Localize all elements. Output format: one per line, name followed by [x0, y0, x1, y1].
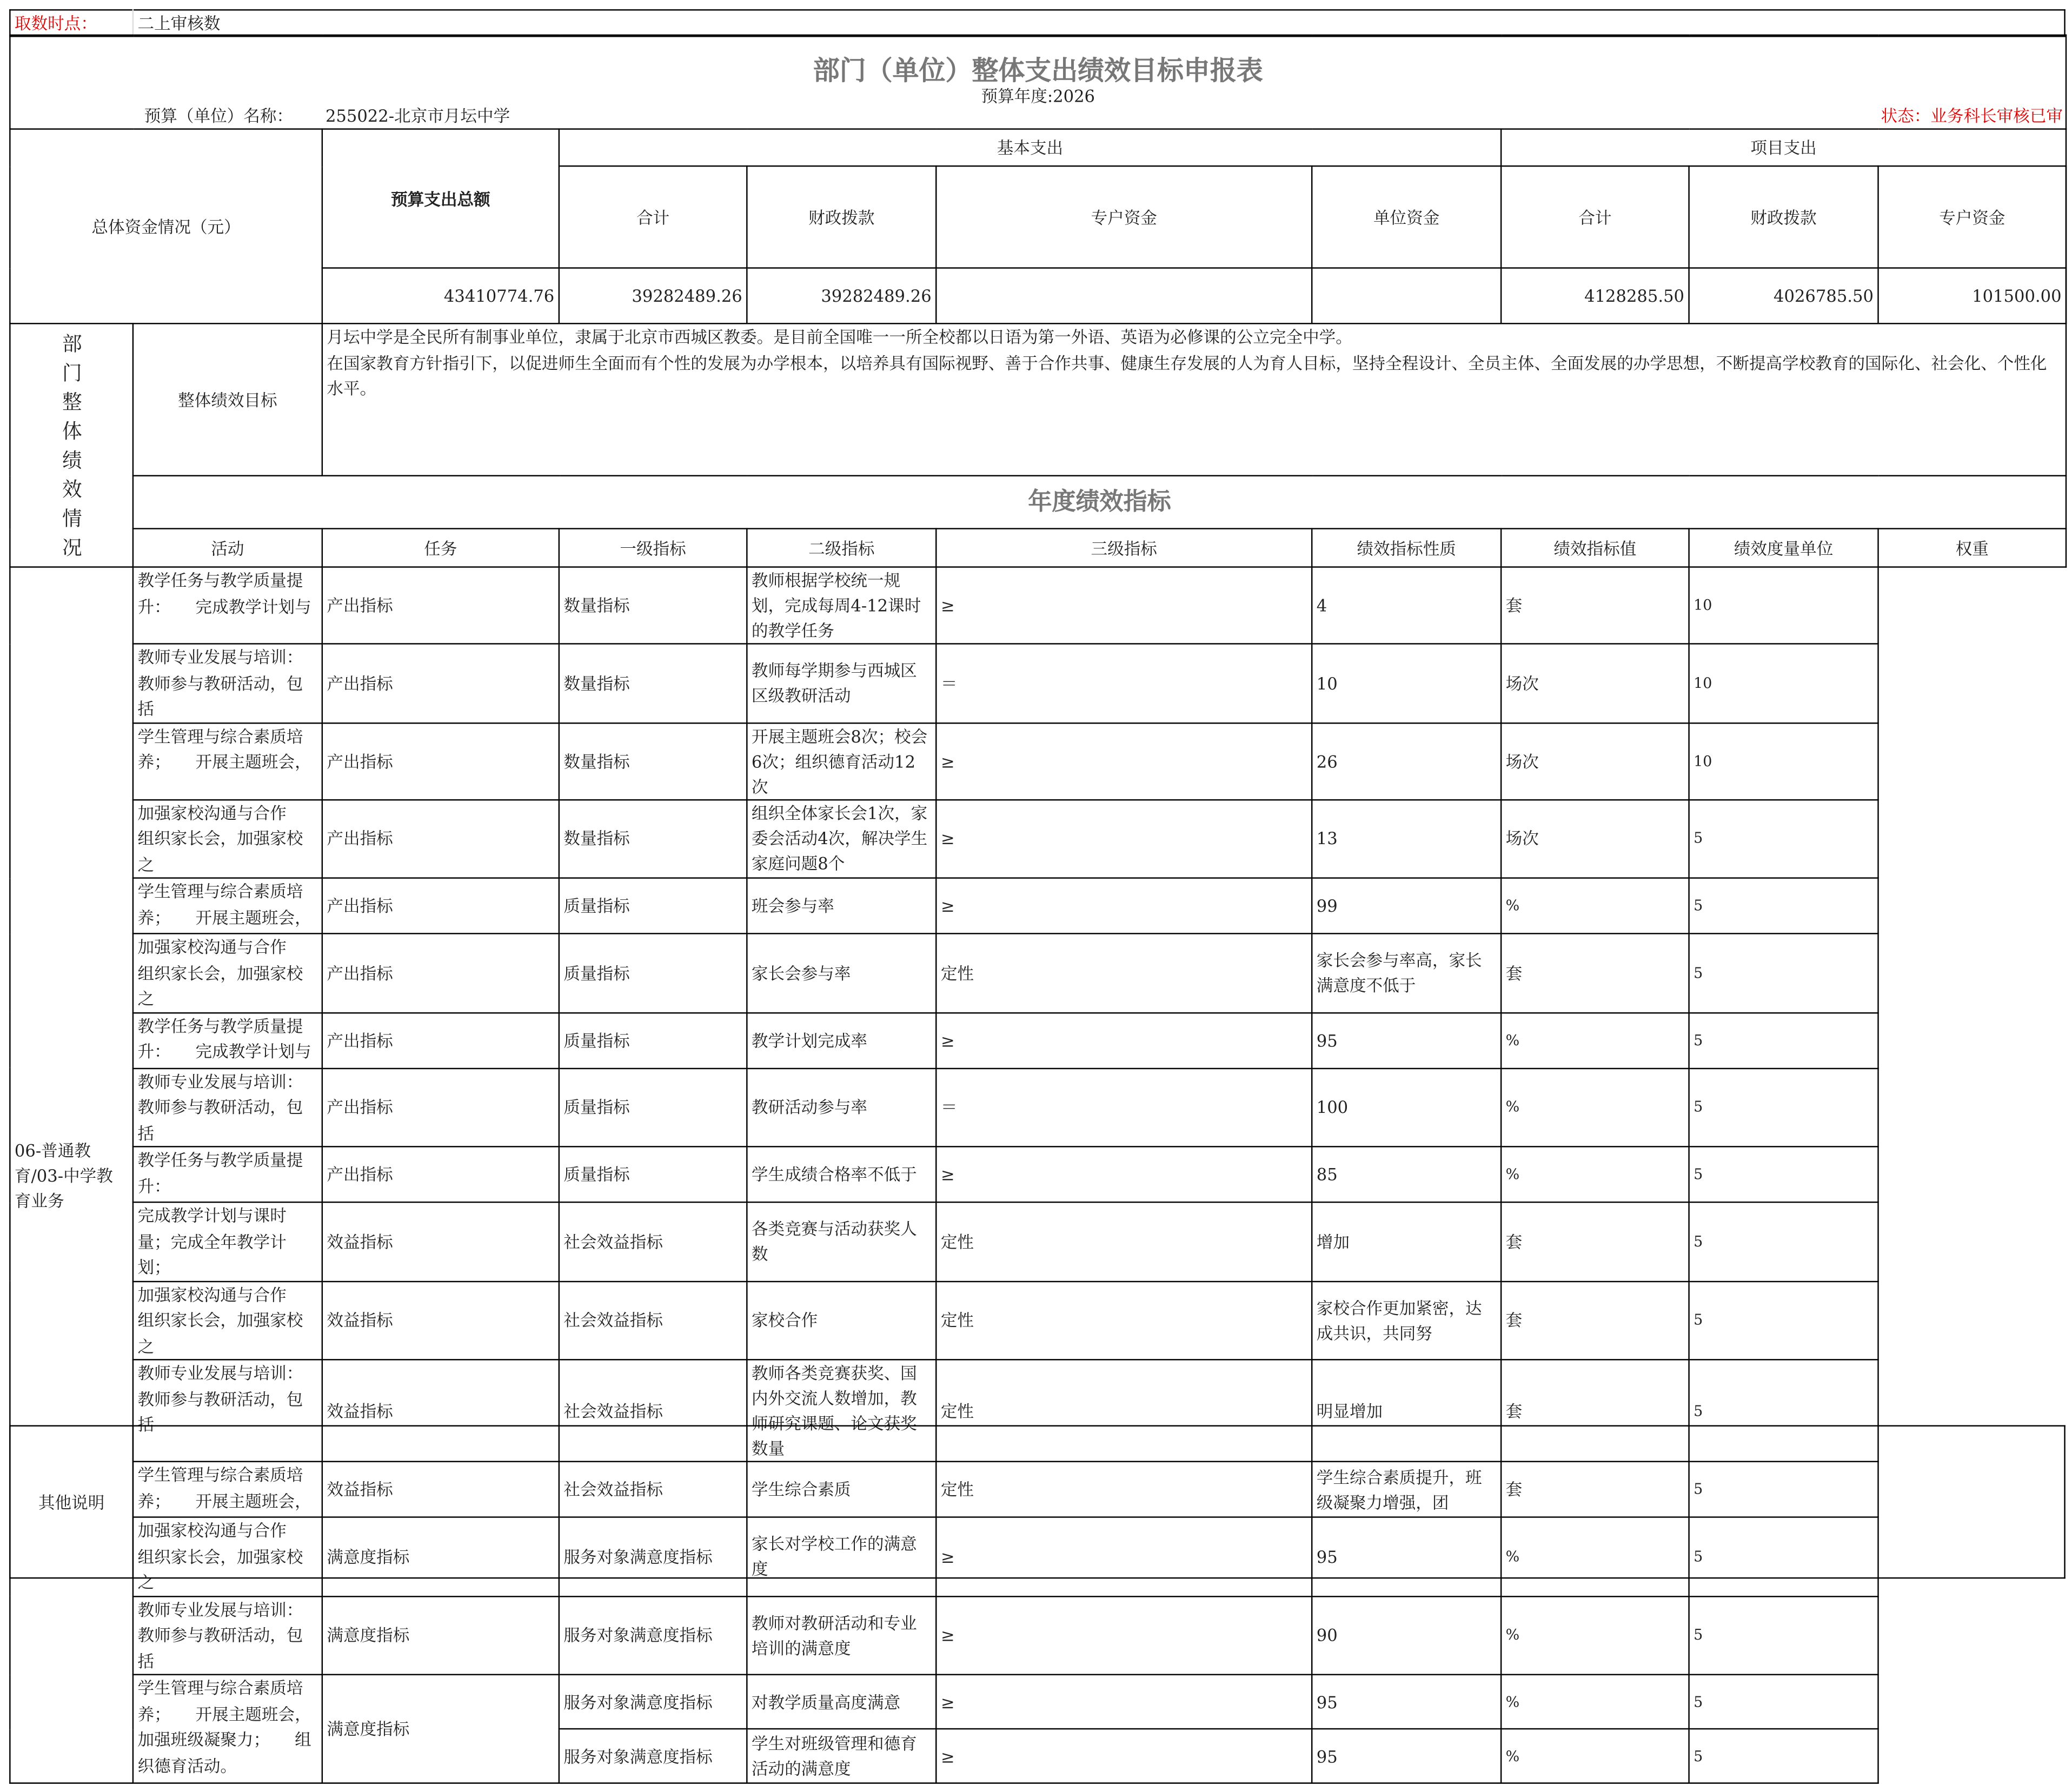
indicator-value: 99	[1312, 878, 1501, 934]
level1-indicator: 产出指标	[322, 799, 559, 878]
unit-name-value: 255022-北京市月坛中学	[325, 105, 510, 126]
task-cell: 教师专业发展与培训：教师参与教研活动，包括	[133, 1359, 322, 1461]
level2-indicator: 质量指标	[559, 878, 747, 934]
total-amount: 43410774.76	[322, 268, 559, 324]
level3-indicator: 家长对学校工作的满意度	[747, 1517, 936, 1596]
fund-value: 39282489.26	[559, 268, 747, 324]
level3-indicator: 各类竞赛与活动获奖人数	[747, 1202, 936, 1281]
level2-indicator: 服务对象满意度指标	[559, 1596, 747, 1675]
fund-value: 4128285.50	[1501, 268, 1689, 324]
level1-indicator: 产出指标	[322, 567, 559, 644]
data-time-value: 二上审核数	[133, 10, 2065, 36]
indicator-weight: 5	[1689, 1462, 1878, 1517]
column-header: 一级指标	[559, 529, 747, 567]
fund-subheader: 财政拨款	[1689, 166, 1878, 268]
level1-indicator: 效益指标	[322, 1202, 559, 1281]
level3-indicator: 对教学质量高度满意	[747, 1675, 936, 1729]
table-row	[10, 1068, 2066, 1147]
indicator-nature: ≥	[936, 1146, 1312, 1202]
table-row	[10, 799, 2066, 878]
level2-indicator: 社会效益指标	[559, 1281, 747, 1360]
table-row	[10, 722, 2066, 799]
annual-indicators-title: 年度绩效指标	[133, 476, 2066, 529]
task-cell: 教学任务与教学质量提升： 完成教学计划与	[133, 567, 322, 644]
indicator-weight: 5	[1689, 799, 1878, 878]
indicator-nature: ≥	[936, 1729, 1312, 1783]
level3-indicator: 家校合作	[747, 1281, 936, 1360]
indicator-weight: 10	[1689, 567, 1878, 644]
level2-indicator: 社会效益指标	[559, 1359, 747, 1461]
funds-label: 总体资金情况（元）	[10, 129, 322, 324]
level2-indicator: 数量指标	[559, 722, 747, 799]
task-cell: 学生管理与综合素质培养； 开展主题班会，	[133, 1462, 322, 1517]
fund-subheader: 专户资金	[1878, 166, 2067, 268]
level1-indicator: 产出指标	[322, 1068, 559, 1147]
other-notes-label: 其他说明	[10, 1426, 133, 1578]
indicator-weight: 10	[1689, 722, 1878, 799]
indicator-unit: 套	[1501, 567, 1689, 644]
indicator-unit: 场次	[1501, 722, 1689, 799]
level2-indicator: 服务对象满意度指标	[559, 1517, 747, 1596]
table-row	[10, 1012, 2066, 1068]
level3-indicator: 教师对教研活动和专业培训的满意度	[747, 1596, 936, 1675]
level2-indicator: 质量指标	[559, 933, 747, 1012]
other-notes	[9, 1425, 2066, 1579]
indicator-nature: 定性	[936, 1359, 1312, 1461]
indicator-weight: 5	[1689, 1675, 1878, 1729]
level2-indicator: 质量指标	[559, 1146, 747, 1202]
column-header: 二级指标	[747, 529, 936, 567]
indicator-nature: ≥	[936, 799, 1312, 878]
column-header: 任务	[322, 529, 559, 567]
page-title: 部门（单位）整体支出绩效目标申报表	[813, 54, 1263, 87]
indicator-unit: %	[1501, 878, 1689, 934]
table-row	[10, 1202, 2066, 1281]
fund-value: 39282489.26	[747, 268, 936, 324]
task-cell: 学生管理与综合素质培养； 开展主题班会，加强班级凝聚力； 组织德育活动。	[133, 1675, 322, 1783]
level3-indicator: 开展主题班会8次；校会6次；组织德育活动12次	[747, 722, 936, 799]
level1-indicator: 产出指标	[322, 1146, 559, 1202]
indicator-weight: 5	[1689, 1202, 1878, 1281]
goal-text: 月坛中学是全民所有制事业单位，隶属于北京市西城区教委。是目前全国唯一一所全校都以日语为第一外语、英语为必修课的公立完全中学。 在国家教育方针指引下，以促进师生全面而有个性的发展为办学根本，以培养具有国际视野、善于合作共事、健康生存发展的人为育人目标，坚持全程设计、全员主体、全面发展的办学思想，不断提高学校教育的国际化、社会化、个性化水平。	[322, 323, 2066, 475]
indicator-value: 90	[1312, 1596, 1501, 1675]
report-header	[10, 35, 2066, 129]
indicator-value: 明显增加	[1312, 1359, 1501, 1461]
indicator-nature: ≥	[936, 1596, 1312, 1675]
task-cell: 学生管理与综合素质培养； 开展主题班会，	[133, 878, 322, 934]
basic-expense-header: 基本支出	[559, 129, 1501, 167]
task-cell: 加强家校沟通与合作 组织家长会，加强家校之	[133, 933, 322, 1012]
indicator-weight: 5	[1689, 1359, 1878, 1461]
indicator-value: 家校合作更加紧密，达成共识，共同努	[1312, 1281, 1501, 1360]
level1-indicator: 产出指标	[322, 878, 559, 934]
table-row	[10, 1596, 2066, 1675]
column-header: 绩效度量单位	[1689, 529, 1878, 567]
level2-indicator: 社会效益指标	[559, 1462, 747, 1517]
indicator-value: 95	[1312, 1675, 1501, 1729]
indicator-value: 85	[1312, 1146, 1501, 1202]
indicator-weight: 5	[1689, 1596, 1878, 1675]
indicator-unit: 场次	[1501, 644, 1689, 722]
indicator-nature: ≥	[936, 567, 1312, 644]
project-expense-header: 项目支出	[1501, 129, 2066, 167]
status-badge: 状态：业务科长审核已审	[1881, 105, 2063, 126]
table-row	[10, 567, 2066, 644]
column-header: 绩效指标值	[1501, 529, 1689, 567]
indicator-value: 26	[1312, 722, 1501, 799]
indicator-value: 4	[1312, 567, 1501, 644]
indicator-value: 100	[1312, 1068, 1501, 1147]
task-cell: 加强家校沟通与合作 组织家长会，加强家校之	[133, 1281, 322, 1360]
indicator-weight: 5	[1689, 1517, 1878, 1596]
level2-indicator: 质量指标	[559, 1068, 747, 1147]
indicator-unit: %	[1501, 1675, 1689, 1729]
level3-indicator: 学生成绩合格率不低于	[747, 1146, 936, 1202]
indicator-unit: 套	[1501, 1359, 1689, 1461]
level1-indicator: 产出指标	[322, 1012, 559, 1068]
indicator-unit: %	[1501, 1517, 1689, 1596]
indicator-nature: 定性	[936, 1462, 1312, 1517]
indicator-nature: 定性	[936, 1281, 1312, 1360]
fund-subheader: 专户资金	[936, 166, 1312, 268]
indicator-value: 增加	[1312, 1202, 1501, 1281]
level2-indicator: 社会效益指标	[559, 1202, 747, 1281]
fund-value	[1312, 268, 1501, 324]
column-header: 绩效指标性质	[1312, 529, 1501, 567]
table-row	[10, 1675, 2066, 1729]
indicator-unit: 套	[1501, 1462, 1689, 1517]
task-cell: 教师专业发展与培训：教师参与教研活动，包括	[133, 1068, 322, 1147]
level2-indicator: 数量指标	[559, 567, 747, 644]
level3-indicator: 教学计划完成率	[747, 1012, 936, 1068]
task-cell: 教师专业发展与培训：教师参与教研活动，包括	[133, 1596, 322, 1675]
indicator-value: 家长会参与率高，家长满意度不低于	[1312, 933, 1501, 1012]
level1-indicator: 效益指标	[322, 1281, 559, 1360]
table-row	[10, 1146, 2066, 1202]
level3-indicator: 教师每学期参与西城区区级教研活动	[747, 644, 936, 722]
level3-indicator: 班会参与率	[747, 878, 936, 934]
level2-indicator: 数量指标	[559, 644, 747, 722]
indicator-unit: %	[1501, 1068, 1689, 1147]
data-time-label: 取数时点：	[10, 10, 133, 36]
level3-indicator: 学生综合素质	[747, 1462, 936, 1517]
indicator-unit: %	[1501, 1146, 1689, 1202]
level2-indicator: 质量指标	[559, 1012, 747, 1068]
level1-indicator: 满意度指标	[322, 1675, 559, 1783]
table-row	[10, 644, 2066, 722]
indicator-value: 95	[1312, 1517, 1501, 1596]
level1-indicator: 产出指标	[322, 644, 559, 722]
indicator-value: 95	[1312, 1012, 1501, 1068]
indicator-weight: 5	[1689, 933, 1878, 1012]
column-header: 三级指标	[936, 529, 1312, 567]
indicator-unit: 套	[1501, 933, 1689, 1012]
level1-indicator: 效益指标	[322, 1359, 559, 1461]
indicator-weight: 5	[1689, 1146, 1878, 1202]
indicator-nature: ≥	[936, 722, 1312, 799]
indicator-unit: 套	[1501, 1281, 1689, 1360]
indicator-weight: 5	[1689, 1068, 1878, 1147]
top-bar	[9, 9, 2066, 37]
indicator-weight: 5	[1689, 1281, 1878, 1360]
indicator-unit: %	[1501, 1596, 1689, 1675]
level3-indicator: 家长会参与率	[747, 933, 936, 1012]
fund-subheader: 合计	[1501, 166, 1689, 268]
level2-indicator: 数量指标	[559, 799, 747, 878]
level2-indicator: 服务对象满意度指标	[559, 1729, 747, 1783]
fund-value	[936, 268, 1312, 324]
indicator-weight: 5	[1689, 878, 1878, 934]
indicator-nature: ＝	[936, 1068, 1312, 1147]
task-cell: 教师专业发展与培训：教师参与教研活动，包括	[133, 644, 322, 722]
fund-subheader: 财政拨款	[747, 166, 936, 268]
fund-value: 4026785.50	[1689, 268, 1878, 324]
indicator-value: 95	[1312, 1729, 1501, 1783]
table-row	[10, 878, 2066, 934]
level1-indicator: 效益指标	[322, 1462, 559, 1517]
goal-label: 整体绩效目标	[133, 323, 322, 475]
level1-indicator: 产出指标	[322, 722, 559, 799]
indicator-weight: 10	[1689, 644, 1878, 722]
indicator-nature: 定性	[936, 1202, 1312, 1281]
level2-indicator: 服务对象满意度指标	[559, 1675, 747, 1729]
column-header: 活动	[133, 529, 322, 567]
indicator-nature: ≥	[936, 1517, 1312, 1596]
task-cell: 加强家校沟通与合作 组织家长会，加强家校之	[133, 1517, 322, 1596]
activity-cell: 06-普通教育/03-中学教育业务	[10, 567, 133, 1783]
indicator-weight: 5	[1689, 1729, 1878, 1783]
level3-indicator: 教师根据学校统一规划，完成每周4-12课时的教学任务	[747, 567, 936, 644]
level1-indicator: 满意度指标	[322, 1517, 559, 1596]
indicator-unit: %	[1501, 1012, 1689, 1068]
task-cell: 教学任务与教学质量提升：	[133, 1146, 322, 1202]
budget-year: 预算年度:2026	[981, 86, 1095, 106]
other-notes-text	[133, 1426, 2065, 1578]
level3-indicator: 组织全体家长会1次，家委会活动4次，解决学生家庭问题8个	[747, 799, 936, 878]
task-cell: 教学任务与教学质量提升： 完成教学计划与	[133, 1012, 322, 1068]
indicator-nature: ≥	[936, 878, 1312, 934]
fund-subheader: 合计	[559, 166, 747, 268]
level3-indicator: 教研活动参与率	[747, 1068, 936, 1147]
fund-subheader: 单位资金	[1312, 166, 1501, 268]
total-label: 预算支出总额	[322, 129, 559, 268]
table-row	[10, 1281, 2066, 1360]
indicator-nature: 定性	[936, 933, 1312, 1012]
indicator-unit: 套	[1501, 1202, 1689, 1281]
task-cell: 完成教学计划与课时量；完成全年教学计划；	[133, 1202, 322, 1281]
unit-name-label: 预算（单位）名称：	[144, 105, 294, 126]
fund-value: 101500.00	[1878, 268, 2067, 324]
indicator-weight: 5	[1689, 1012, 1878, 1068]
indicator-unit: 场次	[1501, 799, 1689, 878]
indicator-nature: ≥	[936, 1012, 1312, 1068]
indicator-value: 学生综合素质提升，班级凝聚力增强，团	[1312, 1462, 1501, 1517]
task-cell: 学生管理与综合素质培养； 开展主题班会，	[133, 722, 322, 799]
indicator-value: 10	[1312, 644, 1501, 722]
column-header: 权重	[1878, 529, 2067, 567]
level3-indicator: 学生对班级管理和德育活动的满意度	[747, 1729, 936, 1783]
indicator-nature: ＝	[936, 644, 1312, 722]
task-cell: 加强家校沟通与合作 组织家长会，加强家校之	[133, 799, 322, 878]
indicator-nature: ≥	[936, 1675, 1312, 1729]
level1-indicator: 产出指标	[322, 933, 559, 1012]
level3-indicator: 教师各类竞赛获奖、国内外交流人数增加，教师研究课题、论文获奖数量	[747, 1359, 936, 1461]
table-row	[10, 933, 2066, 1012]
section-label: 部门整体绩效情况	[10, 323, 133, 567]
level1-indicator: 满意度指标	[322, 1596, 559, 1675]
indicator-value: 13	[1312, 799, 1501, 878]
indicator-unit: %	[1501, 1729, 1689, 1783]
